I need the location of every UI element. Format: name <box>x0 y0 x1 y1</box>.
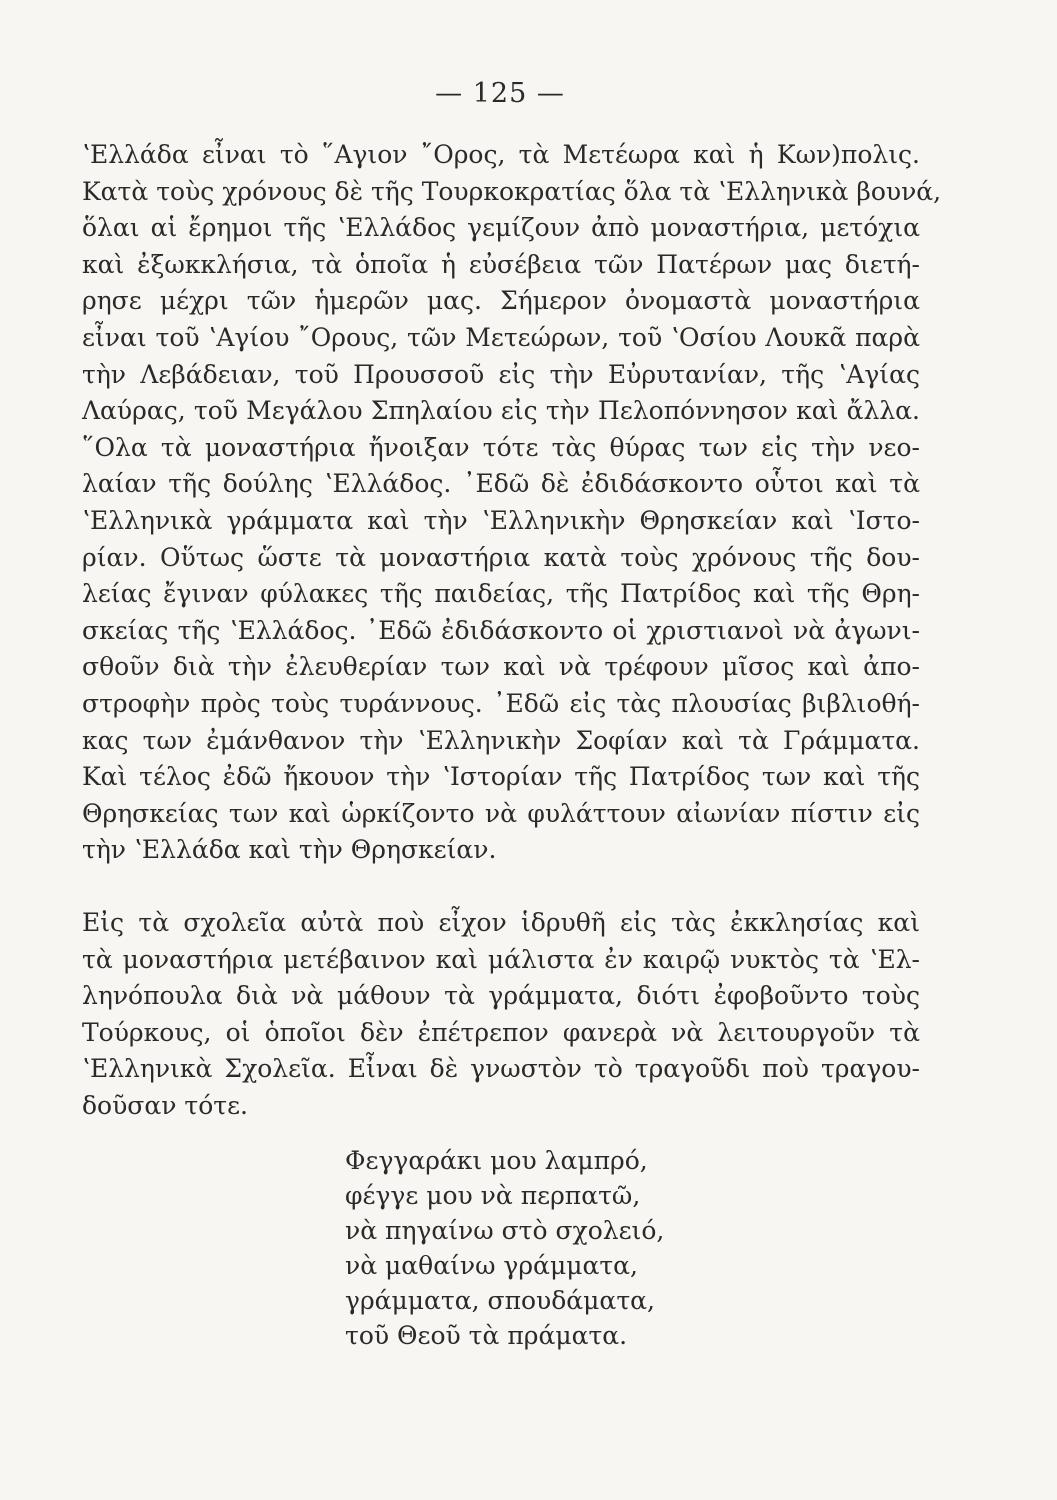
text-line: τὴν ʽΕλλάδα καὶ τὴν Θρησκείαν. <box>82 835 497 865</box>
text-line: λαίαν τῆς δούλης ʽΕλλάδος. ᾽Εδῶ δὲ ἐδιδάσκοντο οὗτοι καὶ τὰ <box>82 469 920 499</box>
text-line: σθοῦν διὰ τὴν ἐλευθερίαν των καὶ νὰ τρέφουν μῖσος καὶ ἀπο- <box>82 652 920 682</box>
text-line: ὅλαι αἱ ἔρημοι τῆς ʽΕλλάδος γεμίζουν ἀπὸ μοναστήρια, μετόχια <box>82 213 920 243</box>
text-line: Καὶ τέλος ἐδῶ ἤκουον τὴν ʽΙστορίαν τῆς Πατρίδος των καὶ τῆς <box>82 762 920 792</box>
text-line: εἶναι τοῦ ʽΑγίου ῎Ορους, τῶν Μετεώρων, τοῦ ʽΟσίου Λουκᾶ παρὰ <box>82 322 920 352</box>
text-line: λείας ἔγιναν φύλακες τῆς παιδείας, τῆς Πατρίδος καὶ τῆς Θρη- <box>82 579 920 609</box>
text-line: Τούρκους, οἱ ὁποῖοι δὲν ἐπέτρεπον φανερὰ νὰ λειτουργοῦν τὰ <box>82 1017 920 1047</box>
poem <box>345 1143 664 1353</box>
text-line: Κατὰ τοὺς χρόνους δὲ τῆς Τουρκοκρατίας ὅλα τὰ ʽΕλληνικὰ βουνά, <box>82 176 942 206</box>
text-line: Εἰς τὰ σχολεῖα αὐτὰ ποὺ εἶχον ἱδρυθῆ εἰς τὰς ἐκκλησίας καὶ <box>82 908 920 937</box>
text-line: ʽΕλληνικὰ Σχολεῖα. Εἶναι δὲ γνωστὸν τὸ τραγοῦδι ποὺ τραγου- <box>82 1054 920 1084</box>
poem-verse: νὰ πηγαίνω στὸ σχολειό, <box>345 1216 665 1245</box>
text-line: ρίαν. Οὕτως ὥστε τὰ μοναστήρια κατὰ τοὺς χρόνους τῆς δου- <box>82 542 920 572</box>
poem-verse: γράμματα, σπουδάματα, <box>345 1286 655 1315</box>
text-line: ʽΕλλάδα εἶναι τὸ ῞Αγιον ῎Ορος, τὰ Μετέωρα καὶ ἡ Κων)πολις. <box>82 140 920 169</box>
text-line: Θρησκείας των καὶ ὡρκίζοντο νὰ φυλάττουν αἰωνίαν πίστιν εἰς <box>82 798 920 828</box>
text-line: σκείας τῆς ʽΕλλάδος. ᾽Εδῶ ἐδιδάσκοντο οἱ χριστιανοὶ νὰ ἀγωνι- <box>82 615 920 645</box>
poem-verse: Φεγγαράκι μου λαμπρό, <box>345 1146 648 1175</box>
paragraph-1 <box>82 137 942 869</box>
text-line: στροφὴν πρὸς τοὺς τυράννους. ᾽Εδῶ εἰς τὰς πλουσίας βιβλιοθή- <box>82 688 920 718</box>
text-line: Λαύρας, τοῦ Μεγάλου Σπηλαίου εἰς τὴν Πελοπόννησον καὶ ἄλλα. <box>82 396 920 426</box>
text-line: τὰ μοναστήρια μετέβαινον καὶ μάλιστα ἐν καιρῷ νυκτὸς τὰ ʽΕλ- <box>82 944 920 974</box>
text-line: δοῦσαν τότε. <box>82 1090 249 1120</box>
text-line: ρησε μέχρι τῶν ἡμερῶν μας. Σήμερον ὀνομαστὰ μοναστήρια <box>82 286 920 316</box>
text-line: τὴν Λεβάδειαν, τοῦ Προυσσοῦ εἰς τὴν Εὐρυτανίαν, τῆς ʽΑγίας <box>82 359 920 389</box>
text-line: ληνόπουλα διὰ νὰ μάθουν τὰ γράμματα, διότι ἐφοβοῦντο τοὺς <box>82 981 920 1011</box>
text-line: καὶ ἐξωκκλήσια, τὰ ὁποῖα ἡ εὐσέβεια τῶν Πατέρων μας διετή- <box>82 249 920 279</box>
text-line: κας των ἐμάνθανον τὴν ʽΕλληνικὴν Σοφίαν καὶ τὰ Γράμματα. <box>82 725 920 755</box>
poem-verse: τοῦ Θεοῦ τὰ πράματα. <box>345 1321 628 1350</box>
poem-verse: φέγγε μου νὰ περπατῶ, <box>345 1181 641 1210</box>
page-number: — 125 — <box>435 78 565 109</box>
text-line: ῞Ολα τὰ μοναστήρια ἤνοιξαν τότε τὰς θύρας των εἰς τὴν νεο- <box>82 432 920 462</box>
text-line: ʽΕλληνικὰ γράμματα καὶ τὴν ʽΕλληνικὴν Θρησκείαν καὶ ʽΙστο- <box>82 505 920 535</box>
poem-verse: νὰ μαθαίνω γράμματα, <box>345 1251 638 1280</box>
paragraph-2 <box>82 905 920 1125</box>
